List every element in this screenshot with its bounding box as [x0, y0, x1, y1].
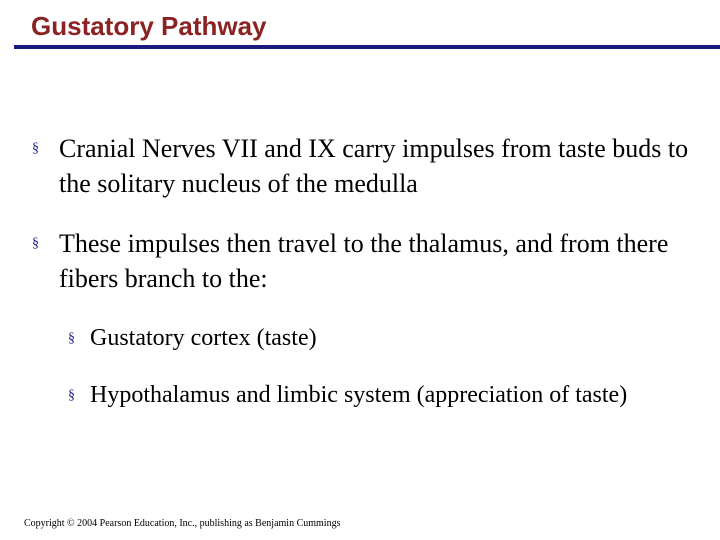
bullet-text: Cranial Nerves VII and IX carry impulses from taste buds to the solitary nucleus of the medulla	[59, 134, 689, 198]
sub-bullet-text: Gustatory cortex (taste)	[90, 325, 317, 351]
sub-bullet-item	[68, 379, 710, 412]
bullet-item	[32, 226, 714, 296]
bullet-item	[32, 131, 709, 201]
sub-bullet-item	[68, 322, 710, 355]
bullet-marker-icon: §	[32, 236, 39, 251]
bullet-marker-icon: §	[68, 331, 75, 346]
bullet-marker-icon: §	[68, 388, 75, 403]
sub-bullet-text: Hypothalamus and limbic system (appreciation of taste)	[90, 382, 628, 408]
copyright-footer: Copyright © 2004 Pearson Education, Inc., publishing as Benjamin Cummings	[24, 518, 341, 529]
bullet-text: These impulses then travel to the thalamus, and from there fibers branch to the:	[59, 229, 669, 293]
slide-title: Gustatory Pathway	[31, 11, 267, 41]
title-divider	[14, 45, 720, 49]
bullet-marker-icon: §	[32, 141, 39, 156]
